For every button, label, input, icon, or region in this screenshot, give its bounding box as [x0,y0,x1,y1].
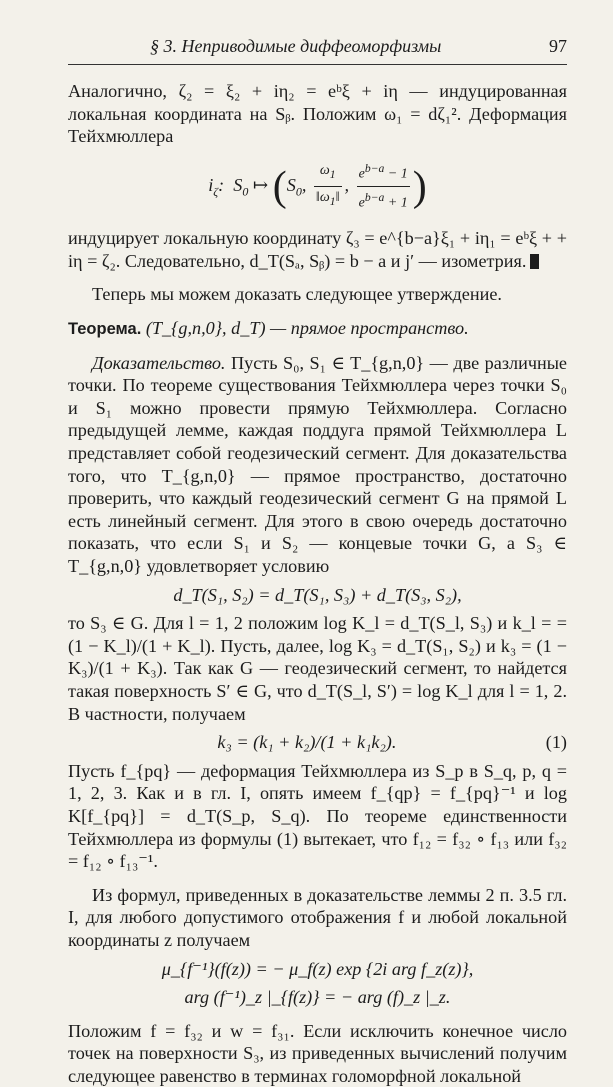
header-rule [68,64,567,65]
paragraph: Теперь мы можем доказать следующее утверждение. [92,284,502,305]
proof-label: Доказательство. [92,352,226,373]
display-equation: arg (f⁻¹)_z |_{f(z)} = − arg (f)_z |_z. [184,987,451,1008]
qed-mark [530,254,539,269]
display-equation [68,731,567,754]
teichmuller-map-formula: $i_\zeta$: $S_0$ ↦ ($S_0$, $\frac{\omega_1}{‖\omega_1‖}$ , $\frac{e^{b-a} - 1}{e^{b-a} + 1}$ ) [208,175,427,195]
paragraph: Из формул, приведенных в доказательстве леммы 2 п. 3.5 гл. I, для любого допустимого отображения f и любой локальной координаты z получаем [68,884,567,950]
equation-text: k₃ = (k₁ + k₂)/(1 + k₁k₂). [217,732,397,753]
theorem-statement: (T_{g,n,0}, d_T) — прямое пространство. [145,318,469,339]
paragraph: Пусть f_{pq} — деформация Тейхмюллера из S_p в S_q, p, q = 1, 2, 3. Как и в гл. I, опять имеем f_{qp} = f_{pq}⁻¹ и log K[f_{pq}] = d_T(S_p, S_q). По теореме единственности Тейхмюллера из формулы (1) вытекает, что f₁₂ = f₃₂ ∘ f₁₃ или f₃₂ = f₁₂ ∘ f₁₃⁻¹. [68,760,567,872]
theorem [68,317,567,341]
running-header [0,34,613,58]
running-title: § 3. Неприводимые диффеоморфизмы [150,36,442,56]
body-text [68,80,567,1087]
paragraph [68,227,567,272]
display-equation: d_T(S₁, S₂) = d_T(S₁, S₃) + d_T(S₃, S₂), [173,584,462,605]
proof-paragraph [68,352,567,578]
paragraph-text: Пусть S₀, S₁ ∈ T_{g,n,0} — две различные точки. По теореме существования Тейхмюллера через точки S₀ и S₁ можно провести прямую Тейхмюллера. Согласно предыдущей лемме, каждая поддуга прямой Тейхмюллера L представляет собой геодезический сегмент. Для доказательства того, что T_{g,n,0} — прямое пространство, достаточно проверить, что каждый геодезический сегмент G на прямой L есть линейный сегмент. Для этого в свою очередь достаточно показать, что если S₁ и S₂ — концевые точки G, а S₃ ∈ T_{g,n,0} удовлетворяет условию [68,352,567,576]
paragraph: Аналогично, ζ₂ = ξ₂ + iη₂ = eᵇξ + iη — индуцированная локальная координата на Sᵦ. Положим ω₁ = dζ₁². Деформация Тейхмюллера [68,81,567,147]
page-number: 97 [549,36,567,56]
paragraph: то S₃ ∈ G. Для l = 1, 2 положим log K_l = d_T(S_l, S₃) и k_l = = (1 − K_l)/(1 + K_l). Пусть, далее, log K₃ = d_T(S₁, S₂) и k₃ = (1 − K₃)/(1 + K₃). Так как G — геодезический сегмент, то найдется такая поверхность S′ ∈ G, что d_T(S_l, S′) = log K_l для l = 1, 2. В частности, получаем [68,613,567,724]
paragraph: Положим f = f₃₂ и w = f₃₁. Если исключить конечное число точек на поверхности S₃, из приведенных вычислений получим следующее равенство в терминах голоморфной локальной [68,1020,567,1086]
display-equation: μ_{f⁻¹}(f(z)) = − μ_f(z) exp {2i arg f_z(z)}, [161,958,474,979]
theorem-label: Теорема. [68,320,142,339]
paragraph-text: индуцирует локальную координату ζ₃ = e^{b−a}ξ₁ + iη₁ = eᵇξ + + iη = ζ₂. Следовательно, d_T(Sₐ, Sᵦ) = b − a и j′ — изометрия. [68,228,567,271]
display-equation [68,158,567,216]
equation-number: (1) [545,732,567,753]
